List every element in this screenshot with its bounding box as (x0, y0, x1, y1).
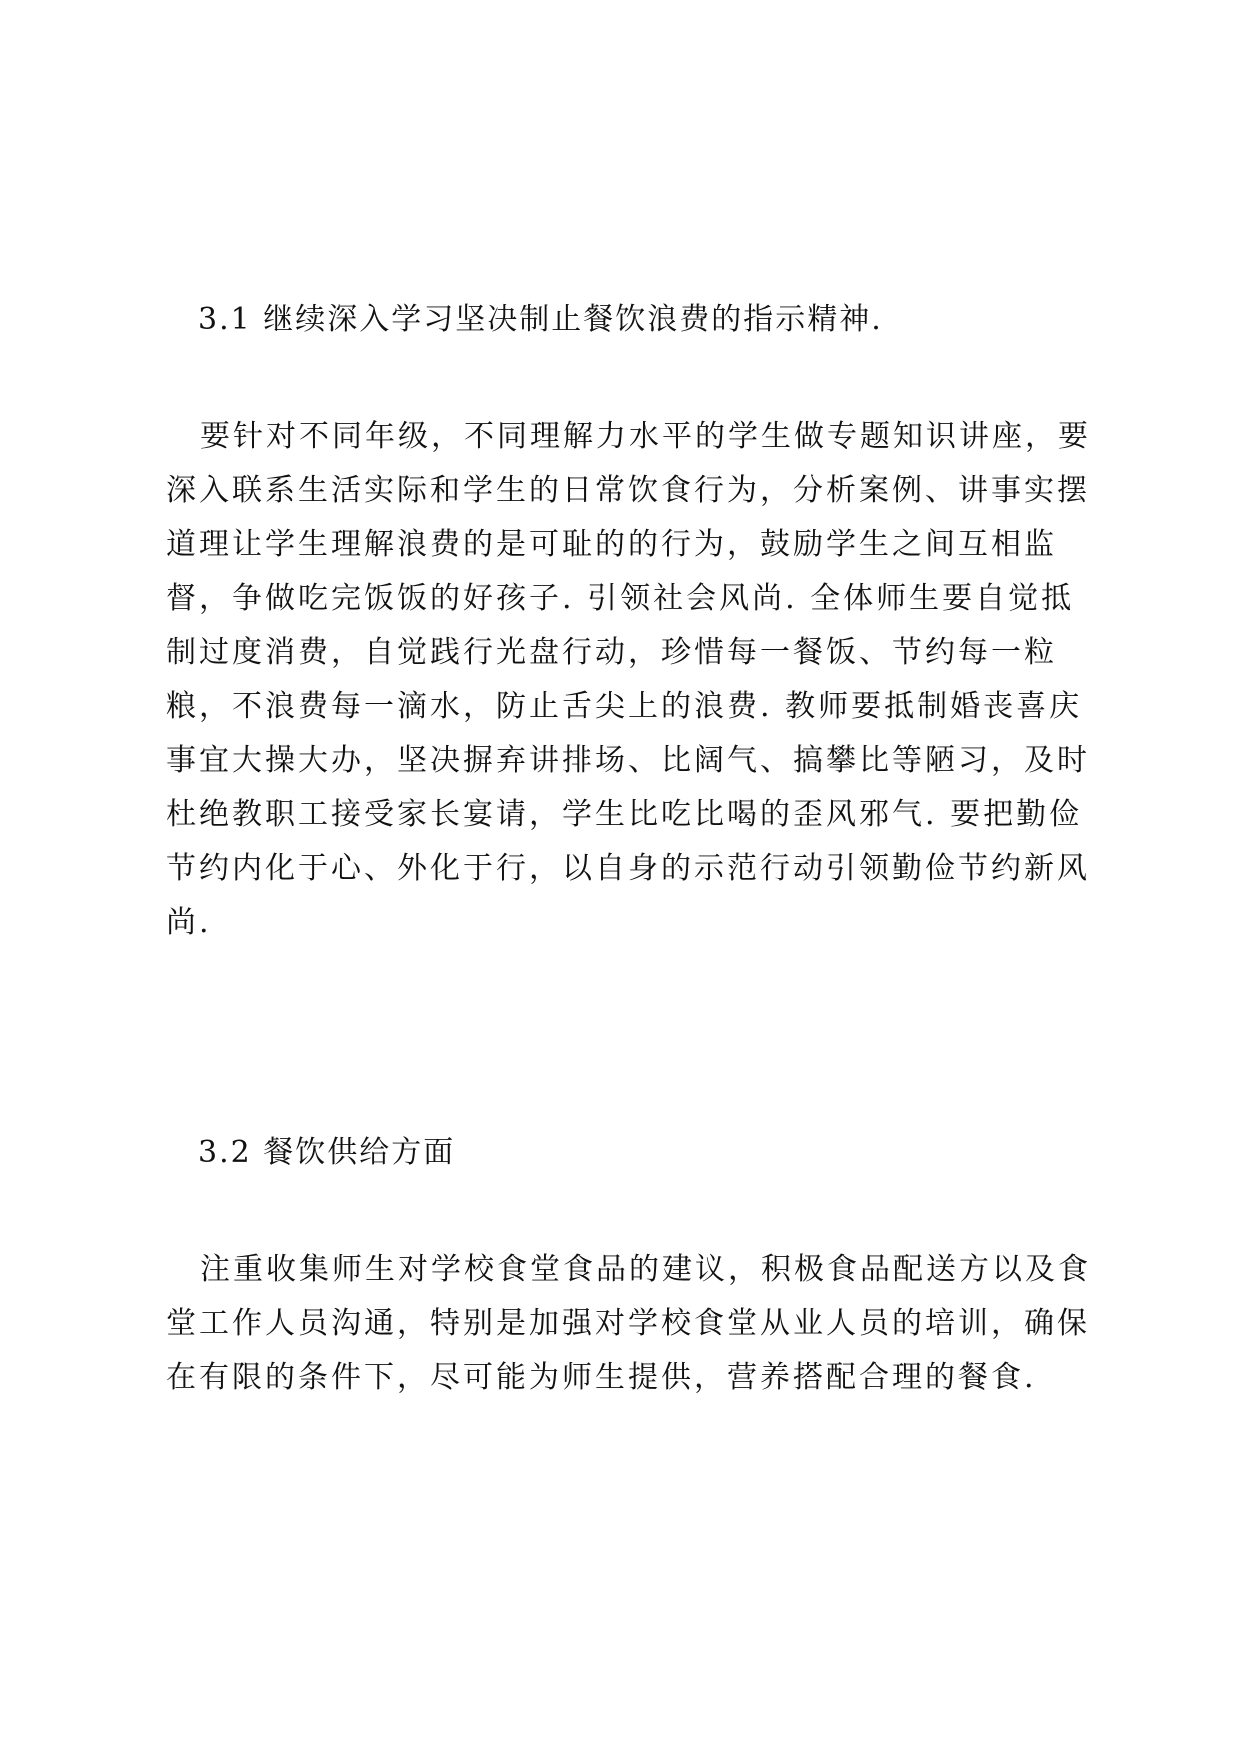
paragraph-line: 尚. (166, 905, 212, 940)
section-3-1-heading: 3.1 继续深入学习坚决制止餐饮浪费的指示精神. (198, 302, 883, 337)
section-3-2-heading: 3.2 餐饮供给方面 (198, 1135, 456, 1170)
paragraph-line: 道理让学生理解浪费的是可耻的的行为，鼓励学生之间互相监 (166, 527, 1057, 562)
paragraph-line: 注重收集师生对学校食堂食品的建议，积极食品配送方以及食 (200, 1252, 1091, 1287)
paragraph-line: 制过度消费，自觉践行光盘行动，珍惜每一餐饭、节约每一粒 (166, 635, 1057, 670)
paragraph-line: 粮，不浪费每一滴水，防止舌尖上的浪费. 教师要抵制婚丧喜庆 (166, 689, 1083, 724)
paragraph-line: 堂工作人员沟通，特别是加强对学校食堂从业人员的培训，确保 (166, 1306, 1090, 1341)
paragraph-line: 节约内化于心、外化于行，以自身的示范行动引领勤俭节约新风 (166, 851, 1090, 886)
paragraph-line: 深入联系生活实际和学生的日常饮食行为，分析案例、讲事实摆 (166, 473, 1090, 508)
section-3-2-paragraph (166, 1243, 1091, 1405)
section-3-1-paragraph (166, 410, 1091, 950)
paragraph-line: 事宜大操大办，坚决摒弃讲排场、比阔气、搞攀比等陋习，及时 (166, 743, 1090, 778)
paragraph-line: 要针对不同年级，不同理解力水平的学生做专题知识讲座，要 (200, 419, 1091, 454)
paragraph-line: 督，争做吃完饭饭的好孩子. 引领社会风尚. 全体师生要自觉抵 (166, 581, 1075, 616)
paragraph-line: 杜绝教职工接受家长宴请，学生比吃比喝的歪风邪气. 要把勤俭 (166, 797, 1083, 832)
paragraph-line: 在有限的条件下，尽可能为师生提供，营养搭配合理的餐食. (166, 1360, 1037, 1395)
